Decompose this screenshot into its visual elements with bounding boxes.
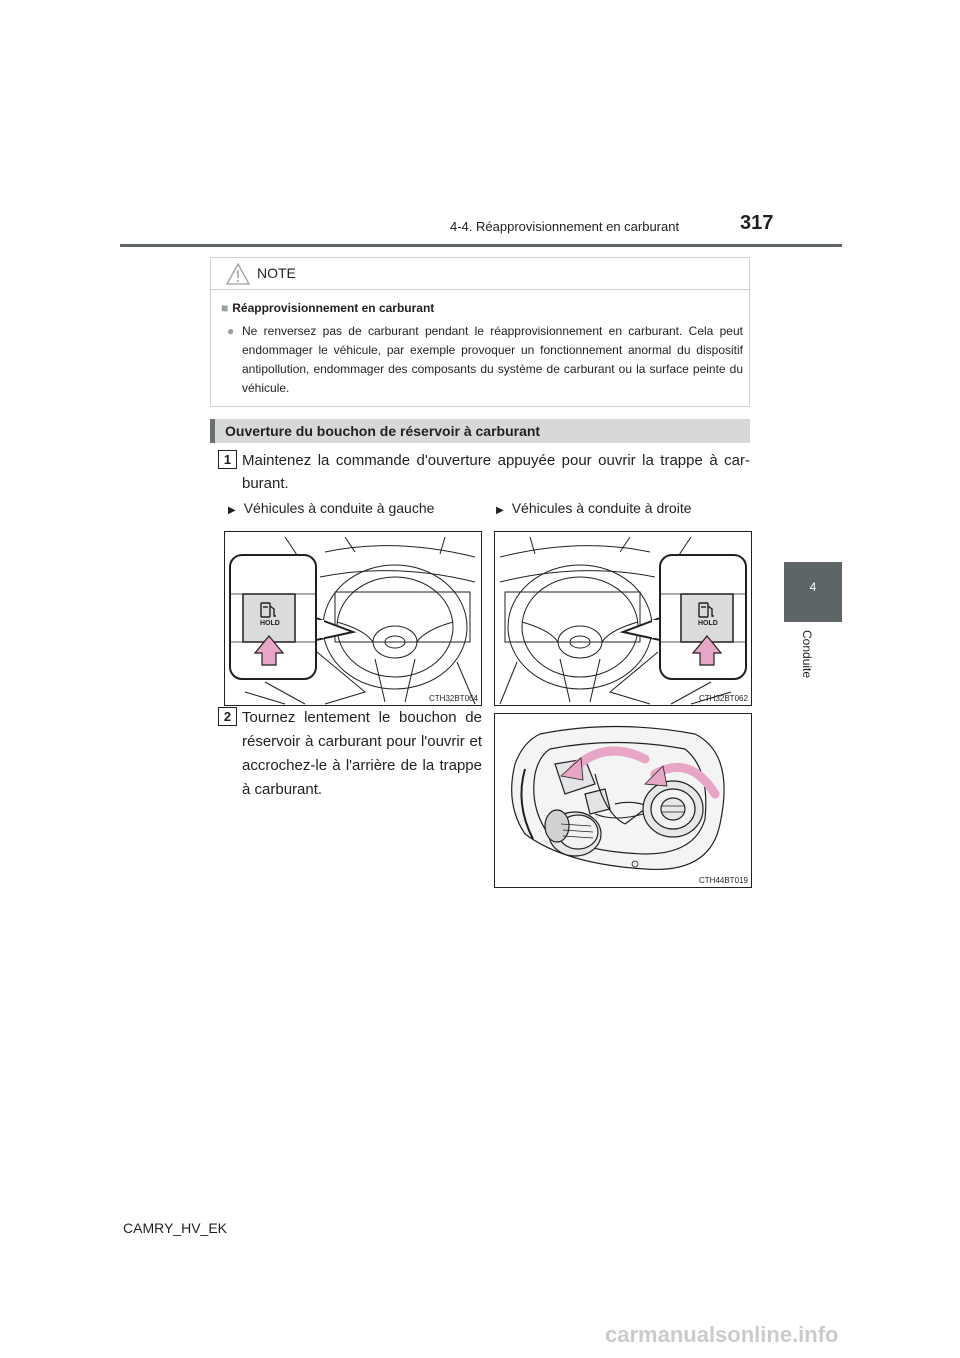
hold-label-left: HOLD — [260, 620, 280, 627]
figure-left-hand-drive — [224, 531, 482, 706]
subtitle-left-hand-drive — [228, 500, 434, 516]
square-bullet-icon: ■ — [221, 301, 229, 315]
figure-right-hand-drive — [494, 531, 752, 706]
circle-bullet-icon: ● — [227, 324, 235, 338]
chapter-tab[interactable] — [784, 562, 842, 622]
step-2-text: Tournez lentement le bouchon de réservoir à carburant pour l'ouvrir et accrochez-le à l'arrière de la trappe à carburant. — [242, 709, 482, 798]
subtitle-right-text: Véhicules à conduite à droite — [511, 500, 692, 516]
figure-code-right: CTH32BT062 — [699, 694, 748, 703]
footer-model: CAMRY_HV_EK — [123, 1220, 228, 1236]
chapter-number: 4 — [809, 580, 817, 594]
chapter-label: Conduite — [800, 630, 814, 679]
note-subheading — [221, 301, 434, 315]
triangle-bullet-icon: ▶ — [496, 505, 504, 516]
note-label: NOTE — [257, 265, 296, 281]
section-accent — [210, 419, 215, 443]
figure-fuel-cap — [494, 713, 752, 888]
hold-label-right: HOLD — [698, 620, 718, 627]
note-subheading-text: Réapprovisionnement en carburant — [232, 301, 435, 315]
figure-code-cap: CTH44BT019 — [699, 876, 748, 885]
triangle-bullet-icon: ▶ — [228, 505, 236, 516]
figure-code-left: CTH32BT064 — [429, 694, 478, 703]
step-1-badge: 1 — [218, 450, 237, 469]
section-title-bar — [210, 419, 750, 443]
dashboard-illustration — [225, 532, 481, 705]
warning-triangle-icon — [226, 263, 250, 285]
note-box — [210, 257, 750, 407]
subtitle-left-text: Véhicules à conduite à gauche — [243, 500, 435, 516]
fuel-cap-illustration — [495, 714, 751, 887]
section-header: 4-4. Réapprovisionnement en carburant — [450, 219, 680, 234]
header-rule — [120, 244, 842, 247]
note-bullet-text: Ne renversez pas de carburant pendant le réapprovisionnement en carburant. Cela peut endommager le véhicule, par exemple provoquer un fonctionnement anormal du dispositif antipollution, endommager des composants du système de carburant ou la surface peinte du véhicule. — [242, 324, 743, 395]
section-title: Ouverture du bouchon de réservoir à carburant — [225, 423, 541, 439]
subtitle-right-hand-drive — [496, 500, 692, 516]
note-header — [211, 258, 749, 290]
dashboard-illustration — [495, 532, 751, 705]
page-number: 317 — [740, 212, 774, 234]
watermark: carmanualsonline.info — [605, 1322, 839, 1347]
step-1-text: Maintenez la commande d'ouverture appuyée pour ouvrir la trappe à car-burant. — [242, 452, 750, 492]
step-2-badge: 2 — [218, 707, 237, 726]
